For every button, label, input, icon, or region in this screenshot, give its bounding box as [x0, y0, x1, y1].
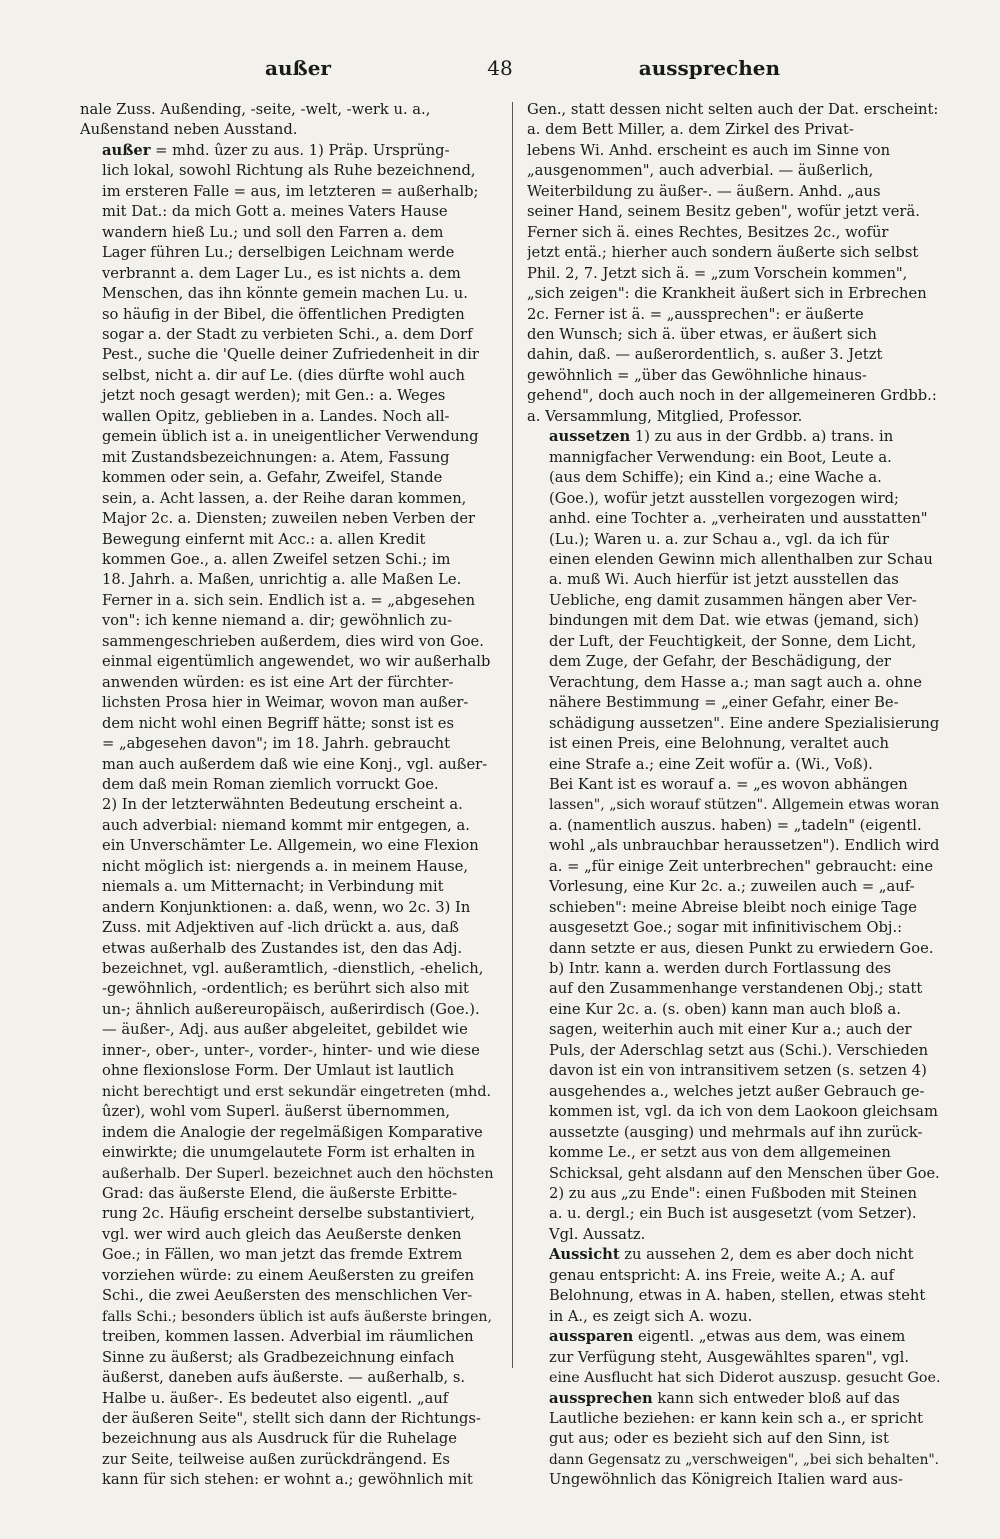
- text-line: so häufig in der Bibel, die öffentlichen Predigten: [102, 305, 465, 323]
- text-line: Verachtung, dem Hasse a.; man sagt auch a. ohne: [549, 673, 922, 691]
- dictionary-entry-paragraph: [527, 1327, 943, 1388]
- page-header: [80, 56, 920, 86]
- text-line: verbrannt a. dem Lager Lu., es ist nichts a. dem: [102, 264, 461, 282]
- text-line: ohne flexionslose Form. Der Umlaut ist lautlich: [102, 1062, 455, 1080]
- text-line: a. dem Bett Miller, a. dem Zirkel des Privat-: [527, 121, 854, 139]
- text-line: nicht möglich ist: niergends a. in meinem Hause,: [102, 857, 469, 875]
- text-line: dann Gegensatz zu „verschweigen", „bei sich behalten".: [549, 1451, 940, 1468]
- text-line: nähere Bestimmung = „einer Gefahr, einer Be-: [549, 694, 899, 712]
- text-line: gewöhnlich = „über das Gewöhnliche hinaus-: [527, 366, 867, 384]
- text-line: 2) In der letzterwähnten Bedeutung erscheint a.: [102, 796, 463, 814]
- text-line: Schicksal, geht alsdann auf den Menschen über Goe.: [549, 1165, 940, 1182]
- text-line: dem Zuge, der Gefahr, der Beschädigung, der: [549, 653, 891, 671]
- text-line: ausgesetzt Goe.; sogar mit infinitivischem Obj.:: [549, 919, 903, 937]
- text-line: man auch außerdem daß wie eine Konj., vgl. außer-: [102, 755, 488, 773]
- text-line: auch adverbial: niemand kommt mir entgegen, a.: [102, 816, 470, 834]
- text-line: sagen, weiterhin auch mit einer Kur a.; auch der: [549, 1021, 912, 1039]
- text-line: „sich zeigen": die Krankheit äußert sich in Erbrechen: [527, 285, 927, 303]
- text-line: ausgehendes a., welches jetzt außer Gebrauch ge-: [549, 1082, 925, 1100]
- dictionary-entry-paragraph: [527, 1389, 943, 1491]
- text-line: Grad: das äußerste Elend, die äußerste Erbitte-: [102, 1185, 458, 1203]
- text-line: äußerst, daneben aufs äußerste. — außerhalb, s.: [102, 1369, 466, 1387]
- text-line: komme Le., er setzt aus von dem allgemeinen: [549, 1144, 891, 1162]
- text-line: eine Kur 2c. a. (s. oben) kann man auch bloß a.: [549, 1000, 901, 1018]
- text-line: bindungen mit dem Dat. wie etwas (jemand, sich): [549, 612, 920, 630]
- text-line: sogar a. der Stadt zu verbieten Schi., a. dem Dorf: [102, 325, 473, 343]
- text-line: wallen Opitz, geblieben in a. Landes. Noch all-: [102, 407, 450, 425]
- text-line: dem daß mein Roman ziemlich vorruckt Goe.: [102, 775, 439, 793]
- text-line: Uebliche, eng damit zusammen hängen aber Ver-: [549, 591, 917, 609]
- column-divider: [512, 102, 513, 1368]
- dictionary-entry-paragraph: [80, 141, 496, 1491]
- text-line: auf den Zusammenhange verstandenen Obj.; statt: [549, 980, 923, 998]
- text-line: ein Unverschämter Le. Allgemein, wo eine Flexion: [102, 837, 479, 855]
- text-line: falls Schi.; besonders üblich ist aufs äußerste bringen,: [102, 1308, 492, 1325]
- text-line: wohl „als unbrauchbar heraussetzen"). Endlich wird: [549, 837, 940, 855]
- text-line: Puls, der Aderschlag setzt aus (Schi.). Verschieden: [549, 1041, 929, 1059]
- text-line: (Lu.); Waren u. a. zur Schau a., vgl. da ich für: [549, 530, 890, 548]
- text-line: lichsten Prosa hier in Weimar, wovon man außer-: [102, 694, 469, 712]
- entry-headword: aussetzen: [549, 428, 631, 446]
- left-running-headword: außer: [265, 56, 331, 80]
- entry-headword: Aussicht: [549, 1246, 620, 1264]
- text-line: kann für sich stehen: er wohnt a.; gewöhnlich mit: [102, 1471, 473, 1489]
- text-line: wandern hieß Lu.; und soll den Farren a. dem: [102, 223, 444, 241]
- text-line: Lautliche beziehen: er kann kein sch a., er spricht: [549, 1410, 924, 1427]
- text-line: un-; ähnlich außereuropäisch, außerirdisch (Goe.).: [102, 1000, 480, 1018]
- text-line: Pest., suche die 'Quelle deiner Zufriedenheit in dir: [102, 346, 479, 364]
- text-line: kommen ist, vgl. da ich von dem Laokoon gleichsam: [549, 1103, 938, 1121]
- text-line: der Luft, der Feuchtigkeit, der Sonne, dem Licht,: [549, 632, 917, 650]
- text-line: rung 2c. Häufig erscheint derselbe substantiviert,: [102, 1205, 475, 1223]
- text-line: Bewegung einfernt mit Acc.: a. allen Kredit: [102, 530, 426, 548]
- text-line: gemein üblich ist a. in uneigentlicher Verwendung: [102, 428, 479, 446]
- text-line: Ferner sich ä. eines Rechtes, Besitzes 2c., wofür: [527, 223, 889, 241]
- text-line: aussprechen kann sich entweder bloß auf das: [549, 1389, 900, 1407]
- text-line: nale Zuss. Außending, -seite, -welt, -werk u. a.,: [80, 101, 431, 118]
- text-line: einmal eigentümlich angewendet, wo wir außerhalb: [102, 653, 491, 671]
- text-line: zur Verfügung steht, Ausgewähltes sparen", vgl.: [549, 1348, 909, 1366]
- text-line: dann setzte er aus, diesen Punkt zu erwiedern Goe.: [549, 939, 934, 957]
- text-line: Zuss. mit Adjektiven auf -lich drückt a. aus, daß: [102, 919, 459, 937]
- entry-headword: aussprechen: [549, 1389, 653, 1407]
- text-line: Vorlesung, eine Kur 2c. a.; zuweilen auch = „auf-: [549, 878, 915, 896]
- text-line: davon ist ein von intransitivem setzen (s. setzen 4): [549, 1062, 927, 1080]
- text-line: vorziehen würde: zu einem Aeußersten zu greifen: [102, 1266, 475, 1284]
- dictionary-entry-paragraph: [527, 1245, 943, 1327]
- text-line: Ferner in a. sich sein. Endlich ist a. = „abgesehen: [102, 591, 476, 609]
- text-line: anwenden würden: es ist eine Art der fürchter-: [102, 673, 454, 691]
- text-line: zur Seite, teilweise außen zurückdrängend. Es: [102, 1450, 450, 1468]
- text-line: lebens Wi. Anhd. erscheint es auch im Sinne von: [527, 141, 891, 159]
- text-line: gut aus; oder es bezieht sich auf den Sinn, ist: [549, 1430, 889, 1448]
- text-line: Aussicht zu aussehen 2, dem es aber doch nicht: [549, 1246, 914, 1264]
- dictionary-entry-paragraph: [80, 100, 496, 141]
- text-line: a. (namentlich auszus. haben) = „tadeln" (eigentl.: [549, 816, 922, 834]
- text-line: 2c. Ferner ist ä. = „aussprechen": er äußerte: [527, 305, 864, 323]
- text-line: den Wunsch; sich ä. über etwas, er äußert sich: [527, 325, 877, 343]
- text-line: schieben": meine Abreise bleibt noch einige Tage: [549, 898, 917, 916]
- text-line: von": ich kenne niemand a. dir; gewöhnlich zu-: [102, 612, 453, 630]
- text-line: a. u. dergl.; ein Buch ist ausgesetzt (vom Setzer).: [549, 1205, 917, 1223]
- text-line: Phil. 2, 7. Jetzt sich ä. = „zum Vorschein kommen",: [527, 264, 908, 282]
- entry-headword: aussparen: [549, 1328, 634, 1346]
- text-line: Schi., die zwei Aeußersten des menschlichen Ver-: [102, 1287, 473, 1305]
- dictionary-entry-paragraph: [527, 427, 943, 1245]
- text-line: außer = mhd. ûzer zu aus. 1) Präp. Ursprüng-: [102, 141, 450, 159]
- text-line: 2) zu aus „zu Ende": einen Fußboden mit Steinen: [549, 1185, 917, 1203]
- text-line: Lager führen Lu.; derselbigen Leichnam werde: [102, 244, 455, 262]
- text-line: Gen., statt dessen nicht selten auch der Dat. erscheint:: [527, 101, 939, 118]
- text-line: treiben, kommen lassen. Adverbial im räumlichen: [102, 1328, 474, 1346]
- text-line: a. muß Wi. Auch hierfür ist jetzt ausstellen das: [549, 571, 899, 589]
- text-line: Vgl. Aussatz.: [549, 1225, 646, 1243]
- text-line: im ersteren Falle = aus, im letzteren = außerhalb;: [102, 182, 479, 200]
- text-line: andern Konjunktionen: a. daß, wenn, wo 2c. 3) In: [102, 898, 471, 916]
- text-line: außerhalb. Der Superl. bezeichnet auch den höchsten: [102, 1165, 494, 1182]
- text-line: genau entspricht: A. ins Freie, weite A.; A. auf: [549, 1266, 895, 1284]
- text-line: bezeichnung aus als Ausdruck für die Ruhelage: [102, 1430, 457, 1448]
- text-line: (aus dem Schiffe); ein Kind a.; eine Wache a.: [549, 469, 882, 487]
- text-line: gehend", doch auch noch in der allgemeineren Grdbb.:: [527, 387, 937, 405]
- text-line: a. Versammlung, Mitglied, Professor.: [527, 407, 803, 425]
- text-line: einen elenden Gewinn mich allenthalben zur Schau: [549, 550, 933, 568]
- text-line: vgl. wer wird auch gleich das Aeußerste denken: [102, 1225, 462, 1243]
- text-line: mit Zustandsbezeichnungen: a. Atem, Fassung: [102, 448, 450, 466]
- text-line: dahin, daß. — außerordentlich, s. außer 3. Jetzt: [527, 346, 883, 364]
- text-line: sein, a. Acht lassen, a. der Reihe daran kommen,: [102, 489, 467, 507]
- text-line: niemals a. um Mitternacht; in Verbindung mit: [102, 878, 444, 896]
- text-line: nicht berechtigt und erst sekundär eingetreten (mhd.: [102, 1083, 492, 1100]
- right-running-headword: aussprechen: [638, 56, 780, 80]
- text-line: -gewöhnlich, -ordentlich; es berührt sich also mit: [102, 980, 469, 998]
- text-line: (Goe.), wofür jetzt ausstellen vorgezogen wird;: [549, 489, 899, 507]
- text-line: lich lokal, sowohl Richtung als Ruhe bezeichnend,: [102, 162, 476, 180]
- text-line: Außenstand neben Ausstand.: [80, 121, 298, 139]
- text-line: mit Dat.: da mich Gott a. meines Vaters Hause: [102, 203, 448, 221]
- text-line: eine Ausflucht hat sich Diderot auszusp. gesucht Goe.: [549, 1370, 941, 1387]
- text-line: Belohnung, etwas in A. haben, stellen, etwas steht: [549, 1287, 926, 1305]
- text-line: aussparen eigentl. „etwas aus dem, was einem: [549, 1328, 906, 1346]
- text-line: Halbe u. äußer-. Es bedeutet also eigentl. „auf: [102, 1389, 449, 1407]
- text-line: aussetzen 1) zu aus in der Grdbb. a) trans. in: [549, 428, 894, 446]
- text-line: b) Intr. kann a. werden durch Fortlassung des: [549, 960, 892, 978]
- text-line: Menschen, das ihn könnte gemein machen Lu. u.: [102, 285, 468, 303]
- text-line: mannigfacher Verwendung: ein Boot, Leute a.: [549, 448, 892, 466]
- text-line: schädigung aussetzen". Eine andere Spezialisierung: [549, 714, 940, 732]
- left-text-column: [80, 100, 496, 1491]
- text-line: „ausgenommen", auch adverbial. — äußerlich,: [527, 162, 874, 180]
- text-line: — äußer-, Adj. aus außer abgeleitet, gebildet wie: [102, 1021, 468, 1039]
- text-line: jetzt entä.; hierher auch sondern äußerte sich selbst: [527, 244, 919, 262]
- text-line: kommen oder sein, a. Gefahr, Zweifel, Stande: [102, 469, 443, 487]
- text-line: aussetzte (ausging) und mehrmals auf ihn zurück-: [549, 1123, 923, 1141]
- text-line: eine Strafe a.; eine Zeit wofür a. (Wi., Voß).: [549, 755, 873, 773]
- text-line: bezeichnet, vgl. außeramtlich, -dienstlich, -ehelich,: [102, 960, 484, 978]
- right-text-column: [527, 100, 943, 1491]
- page-number: 48: [487, 56, 513, 80]
- text-line: ûzer), wohl vom Superl. äußerst übernommen,: [102, 1103, 451, 1121]
- text-line: Goe.; in Fällen, wo man jetzt das fremde Extrem: [102, 1246, 463, 1264]
- text-line: Ungewöhnlich das Königreich Italien ward aus-: [549, 1471, 903, 1489]
- text-line: selbst, nicht a. dir auf Le. (dies dürfte wohl auch: [102, 366, 465, 384]
- text-line: in A., es zeigt sich A. wozu.: [549, 1307, 753, 1325]
- text-line: einwirkte; die unumgelautete Form ist erhalten in: [102, 1144, 476, 1162]
- text-line: jetzt noch gesagt werden); mit Gen.: a. Weges: [102, 387, 446, 405]
- text-line: kommen Goe., a. allen Zweifel setzen Schi.; im: [102, 550, 451, 568]
- text-line: Major 2c. a. Diensten; zuweilen neben Verben der: [102, 510, 476, 528]
- text-line: indem die Analogie der regelmäßigen Komparative: [102, 1123, 483, 1141]
- text-line: Bei Kant ist es worauf a. = „es wovon abhängen: [549, 775, 908, 793]
- text-line: sammengeschrieben außerdem, dies wird von Goe.: [102, 632, 484, 650]
- entry-headword: außer: [102, 141, 151, 159]
- text-line: Sinne zu äußerst; als Gradbezeichnung einfach: [102, 1348, 455, 1366]
- text-line: etwas außerhalb des Zustandes ist, den das Adj.: [102, 939, 463, 957]
- text-line: Weiterbildung zu äußer-. — äußern. Anhd. „aus: [527, 182, 881, 200]
- text-line: = „abgesehen davon"; im 18. Jahrh. gebraucht: [102, 735, 451, 753]
- text-line: der äußeren Seite", stellt sich dann der Richtungs-: [102, 1410, 481, 1427]
- text-line: a. = „für einige Zeit unterbrechen" gebraucht: eine: [549, 857, 934, 875]
- text-line: 18. Jahrh. a. Maßen, unrichtig a. alle Maßen Le.: [102, 571, 462, 589]
- text-line: seiner Hand, seinem Besitz geben", wofür jetzt verä.: [527, 203, 920, 221]
- dictionary-entry-paragraph: [527, 100, 943, 427]
- text-line: dem nicht wohl einen Begriff hätte; sonst ist es: [102, 714, 455, 732]
- text-line: inner-, ober-, unter-, vorder-, hinter- und wie diese: [102, 1041, 480, 1059]
- text-line: lassen", „sich worauf stützen". Allgemein etwas woran: [549, 797, 940, 814]
- text-line: anhd. eine Tochter a. „verheiraten und ausstatten": [549, 510, 928, 528]
- text-line: ist einen Preis, eine Belohnung, veraltet auch: [549, 735, 889, 753]
